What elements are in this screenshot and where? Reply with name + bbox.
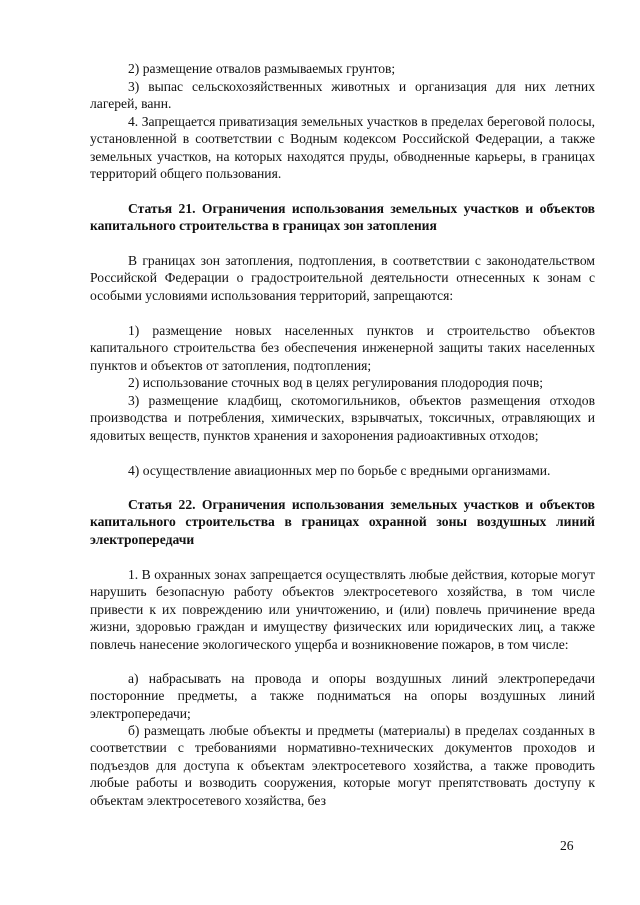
list-item: б) размещать любые объекты и предметы (материалы) в пределах созданных в соответствии с требованиями нормативно-технических документов проходов и подъездов для доступа к объектам электросетевого хозяйства, а также проводить любые работы и возводить сооружения, которые могут препятствовать доступу к объектам электросетевого хозяйства, без (90, 723, 595, 808)
list-item: а) набрасывать на провода и опоры воздушных линий электропередачи посторонние предметы, а также подниматься на опоры воздушных линий электропередачи; (90, 671, 595, 721)
list-item: 1) размещение новых населенных пунктов и строительство объектов капитального строительства без обеспечения инженерной защиты таких населенных пунктов и объектов от затопления, подтопления; (90, 323, 595, 373)
page-number: 26 (560, 838, 574, 853)
paragraph: 4. Запрещается приватизация земельных участков в пределах береговой полосы, установленной в соответствии с Водным кодексом Российской Федерации, а также земельных участков, на которых находятся пруды, обводненные карьеры, в границах территорий общего пользования. (90, 114, 595, 182)
paragraph: 1. В охранных зонах запрещается осуществлять любые действия, которые могут нарушить безопасную работу объектов электросетевого хозяйства, в том числе привести к их повреждению или уничтожению, и (или) повлечь причинение вреда жизни, здоровью граждан и имуществу физических или юридических лиц, а также повлечь нанесение экологического ущерба и возникновение пожаров, в том числе: (90, 567, 595, 652)
list-item: 3) выпас сельскохозяйственных животных и организация для них летних лагерей, ванн. (90, 79, 595, 112)
list-item: 2) размещение отвалов размываемых грунтов; (128, 61, 396, 76)
list-item: 2) использование сточных вод в целях регулирования плодородия почв; (128, 375, 544, 390)
list-item: 4) осуществление авиационных мер по борьбе с вредными организмами. (128, 463, 551, 478)
article-22-heading: Статья 22. Ограничения использования земельных участков и объектов капитального строительства в границах охранной зоны воздушных линий электропередачи (90, 497, 595, 547)
list-item: 3) размещение кладбищ, скотомогильников, объектов размещения отходов производства и потребления, химических, взрывчатых, токсичных, отравляющих и ядовитых веществ, пунктов хранения и захоронения радиоактивных отходов; (90, 393, 595, 443)
article-21-heading: Статья 21. Ограничения использования земельных участков и объектов капитального строительства в границах зон затопления (90, 201, 595, 234)
paragraph: В границах зон затопления, подтопления, в соответствии с законодательством Российской Федерации о градостроительной деятельности отнесенных к зонам с особыми условиями использования территорий, запрещаются: (90, 253, 595, 303)
